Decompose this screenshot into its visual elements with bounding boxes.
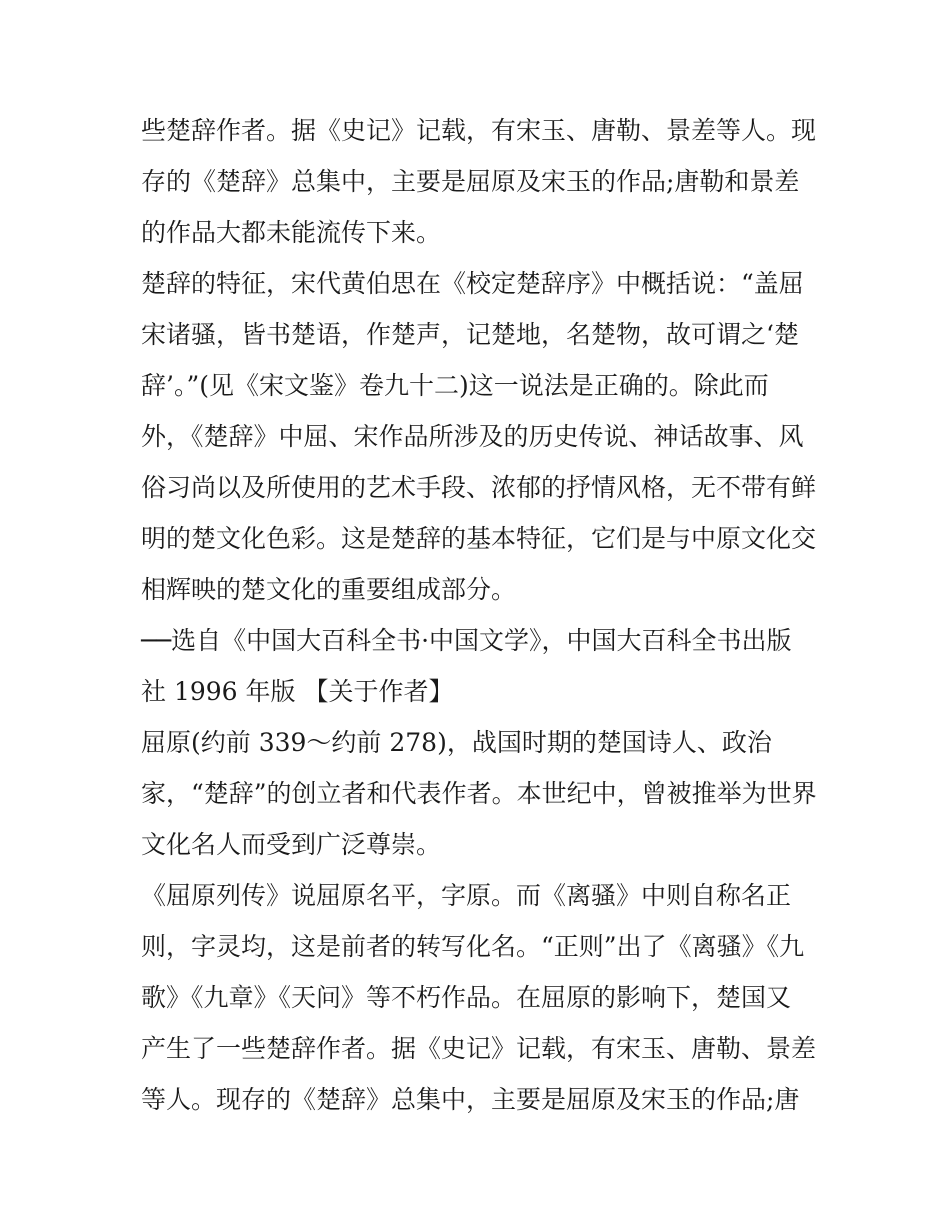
text-line: 俗习尚以及所使用的艺术手段、浓郁的抒情风格，无不带有鲜 [141, 473, 817, 502]
text-line: 些楚辞作者。据《史记》记载，有宋玉、唐勒、景差等人。现 [141, 116, 817, 145]
text-line: 歌》《九章》《天问》等不朽作品。在屈原的影响下，楚国又 [141, 983, 792, 1012]
text-line: 等人。现存的《楚辞》总集中，主要是屈原及宋玉的作品;唐 [141, 1085, 800, 1114]
text-line: 文化名人而受到广泛尊崇。 [141, 830, 442, 859]
text-line: 楚辞的特征，宋代黄伯思在《校定楚辞序》中概括说：“盖屈 [141, 269, 804, 298]
text-line: 产生了一些楚辞作者。据《史记》记载，有宋玉、唐勒、景差 [141, 1034, 817, 1063]
text-line: ──选自《中国大百科全书·中国文学》，中国大百科全书出版 [141, 626, 792, 655]
text-line: 存的《楚辞》总集中，主要是屈原及宋玉的作品;唐勒和景差 [141, 167, 800, 196]
text-line: 辞’。”(见《宋文鉴》卷九十二)这一说法是正确的。除此而 [141, 371, 769, 400]
text-line: 外，《楚辞》中屈、宋作品所涉及的历史传说、神话故事、风 [141, 422, 804, 451]
text-line: 明的楚文化色彩。这是楚辞的基本特征，它们是与中原文化交 [141, 524, 817, 553]
text-line: 宋诸骚，皆书楚语，作楚声，记楚地，名楚物，故可谓之‘楚 [141, 320, 799, 349]
text-line: 社 1996 年版 【关于作者】 [141, 677, 454, 706]
text-line: 家，“楚辞”的创立者和代表作者。本世纪中，曾被推举为世界 [141, 779, 817, 808]
text-line: 屈原(约前 339～约前 278)，战国时期的楚国诗人、政治 [141, 728, 772, 757]
text-line: 《屈原列传》说屈原名平，字原。而《离骚》中则自称名正 [141, 881, 792, 910]
text-line: 的作品大都未能流传下来。 [141, 218, 442, 247]
text-line: 相辉映的楚文化的重要组成部分。 [141, 575, 517, 604]
text-line: 则，字灵均，这是前者的转写化名。“正则”出了《离骚》《九 [141, 932, 805, 961]
